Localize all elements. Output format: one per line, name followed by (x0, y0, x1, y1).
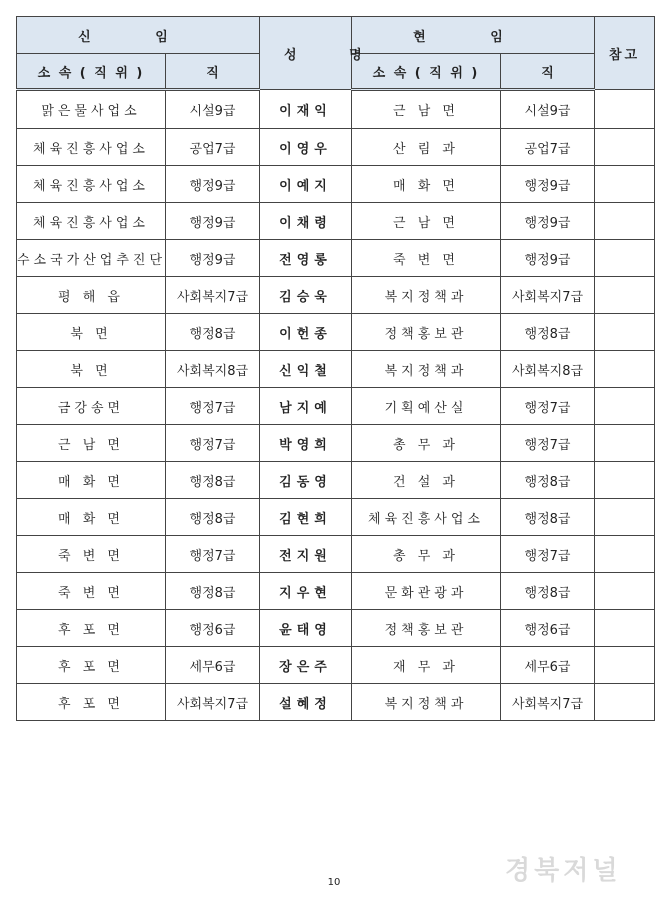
new-department-cell: 매 화 면 (17, 462, 166, 499)
current-department-cell: 기획예산실 (352, 388, 501, 425)
new-rank-cell: 사회복지7급 (166, 277, 260, 314)
note-cell (595, 166, 655, 203)
note-cell (595, 314, 655, 351)
current-department-cell: 정책홍보관 (352, 610, 501, 647)
new-rank-cell: 행정8급 (166, 314, 260, 351)
table-row (17, 277, 655, 314)
current-rank-cell: 세무6급 (501, 647, 595, 684)
current-rank-cell: 행정9급 (501, 203, 595, 240)
person-name-cell: 김동영 (260, 462, 352, 499)
new-rank-cell: 행정9급 (166, 166, 260, 203)
person-name-cell: 전영롱 (260, 240, 352, 277)
current-rank-cell: 시설9급 (501, 90, 595, 129)
person-name-cell: 김승욱 (260, 277, 352, 314)
table-row (17, 499, 655, 536)
current-department-cell: 근 남 면 (352, 90, 501, 129)
table-row (17, 610, 655, 647)
person-name-cell: 이예지 (260, 166, 352, 203)
current-rank-cell: 행정8급 (501, 499, 595, 536)
new-department-cell: 맑은물사업소 (17, 90, 166, 129)
current-department-cell: 근 남 면 (352, 203, 501, 240)
new-department-cell: 죽 변 면 (17, 536, 166, 573)
current-department-cell: 산 림 과 (352, 129, 501, 166)
person-name-cell: 박영희 (260, 425, 352, 462)
current-rank-cell: 행정8급 (501, 573, 595, 610)
current-rank-cell: 행정6급 (501, 610, 595, 647)
table-row (17, 425, 655, 462)
new-department-cell: 평 해 읍 (17, 277, 166, 314)
table-row (17, 203, 655, 240)
note-cell (595, 462, 655, 499)
person-name-cell: 설혜정 (260, 684, 352, 721)
person-name-cell: 지우현 (260, 573, 352, 610)
person-name-cell: 이채령 (260, 203, 352, 240)
header-current-grade: 직 (501, 54, 595, 90)
note-cell (595, 129, 655, 166)
header-new-grade: 직 (166, 54, 260, 90)
new-department-cell: 수소국가산업추진단 (17, 240, 166, 277)
new-rank-cell: 공업7급 (166, 129, 260, 166)
new-rank-cell: 행정8급 (166, 573, 260, 610)
current-department-cell: 재 무 과 (352, 647, 501, 684)
new-department-cell: 체육진흥사업소 (17, 129, 166, 166)
new-department-cell: 체육진흥사업소 (17, 203, 166, 240)
current-department-cell: 문화관광과 (352, 573, 501, 610)
note-cell (595, 610, 655, 647)
new-rank-cell: 행정6급 (166, 610, 260, 647)
table-row (17, 388, 655, 425)
new-rank-cell: 사회복지7급 (166, 684, 260, 721)
table-row (17, 351, 655, 388)
header-new-affiliation: 소 속 ( 직 위 ) (17, 54, 166, 90)
current-rank-cell: 행정8급 (501, 314, 595, 351)
table-body (17, 90, 655, 721)
new-department-cell: 죽 변 면 (17, 573, 166, 610)
current-department-cell: 총 무 과 (352, 425, 501, 462)
note-cell (595, 499, 655, 536)
note-cell (595, 536, 655, 573)
note-cell (595, 684, 655, 721)
current-department-cell: 죽 변 면 (352, 240, 501, 277)
note-cell (595, 203, 655, 240)
note-cell (595, 647, 655, 684)
new-department-cell: 금강송면 (17, 388, 166, 425)
current-rank-cell: 사회복지7급 (501, 277, 595, 314)
table-row (17, 684, 655, 721)
new-rank-cell: 행정7급 (166, 425, 260, 462)
person-name-cell: 장은주 (260, 647, 352, 684)
table-row (17, 166, 655, 203)
person-name-cell: 신익철 (260, 351, 352, 388)
current-department-cell: 복지정책과 (352, 277, 501, 314)
note-cell (595, 425, 655, 462)
current-rank-cell: 사회복지7급 (501, 684, 595, 721)
current-rank-cell: 사회복지8급 (501, 351, 595, 388)
new-rank-cell: 행정9급 (166, 203, 260, 240)
note-cell (595, 277, 655, 314)
note-cell (595, 90, 655, 129)
new-department-cell: 북 면 (17, 314, 166, 351)
new-rank-cell: 행정8급 (166, 462, 260, 499)
note-cell (595, 573, 655, 610)
table-row (17, 240, 655, 277)
table-row (17, 314, 655, 351)
person-name-cell: 이영우 (260, 129, 352, 166)
current-department-cell: 복지정책과 (352, 684, 501, 721)
new-department-cell: 후 포 면 (17, 684, 166, 721)
current-department-cell: 건 설 과 (352, 462, 501, 499)
current-rank-cell: 행정8급 (501, 462, 595, 499)
table-row (17, 573, 655, 610)
header-new: 신 임 (17, 17, 260, 54)
current-rank-cell: 공업7급 (501, 129, 595, 166)
header-note: 참고 (595, 17, 655, 90)
current-rank-cell: 행정7급 (501, 536, 595, 573)
person-name-cell: 이재익 (260, 90, 352, 129)
current-department-cell: 매 화 면 (352, 166, 501, 203)
new-rank-cell: 사회복지8급 (166, 351, 260, 388)
person-name-cell: 남지예 (260, 388, 352, 425)
new-rank-cell: 시설9급 (166, 90, 260, 129)
watermark-logo: 경북저널 (505, 856, 622, 886)
new-rank-cell: 세무6급 (166, 647, 260, 684)
new-rank-cell: 행정8급 (166, 499, 260, 536)
table-row (17, 90, 655, 129)
new-department-cell: 체육진흥사업소 (17, 166, 166, 203)
note-cell (595, 351, 655, 388)
new-rank-cell: 행정7급 (166, 388, 260, 425)
current-department-cell: 총 무 과 (352, 536, 501, 573)
current-department-cell: 체육진흥사업소 (352, 499, 501, 536)
note-cell (595, 240, 655, 277)
new-rank-cell: 행정9급 (166, 240, 260, 277)
table-row (17, 536, 655, 573)
table-row (17, 129, 655, 166)
header-current: 현 임 (352, 17, 595, 54)
new-department-cell: 후 포 면 (17, 647, 166, 684)
table-header (17, 17, 655, 90)
header-name: 성 명 (260, 17, 352, 90)
page-number: 10 (327, 877, 341, 888)
current-rank-cell: 행정9급 (501, 166, 595, 203)
current-rank-cell: 행정7급 (501, 425, 595, 462)
note-cell (595, 388, 655, 425)
personnel-table (16, 16, 655, 721)
table-row (17, 647, 655, 684)
new-department-cell: 후 포 면 (17, 610, 166, 647)
new-department-cell: 북 면 (17, 351, 166, 388)
person-name-cell: 전지원 (260, 536, 352, 573)
new-rank-cell: 행정7급 (166, 536, 260, 573)
person-name-cell: 윤태영 (260, 610, 352, 647)
person-name-cell: 김현희 (260, 499, 352, 536)
current-department-cell: 정책홍보관 (352, 314, 501, 351)
current-rank-cell: 행정7급 (501, 388, 595, 425)
new-department-cell: 근 남 면 (17, 425, 166, 462)
header-current-affiliation: 소 속 ( 직 위 ) (352, 54, 501, 90)
current-rank-cell: 행정9급 (501, 240, 595, 277)
current-department-cell: 복지정책과 (352, 351, 501, 388)
new-department-cell: 매 화 면 (17, 499, 166, 536)
table-row (17, 462, 655, 499)
person-name-cell: 이헌종 (260, 314, 352, 351)
